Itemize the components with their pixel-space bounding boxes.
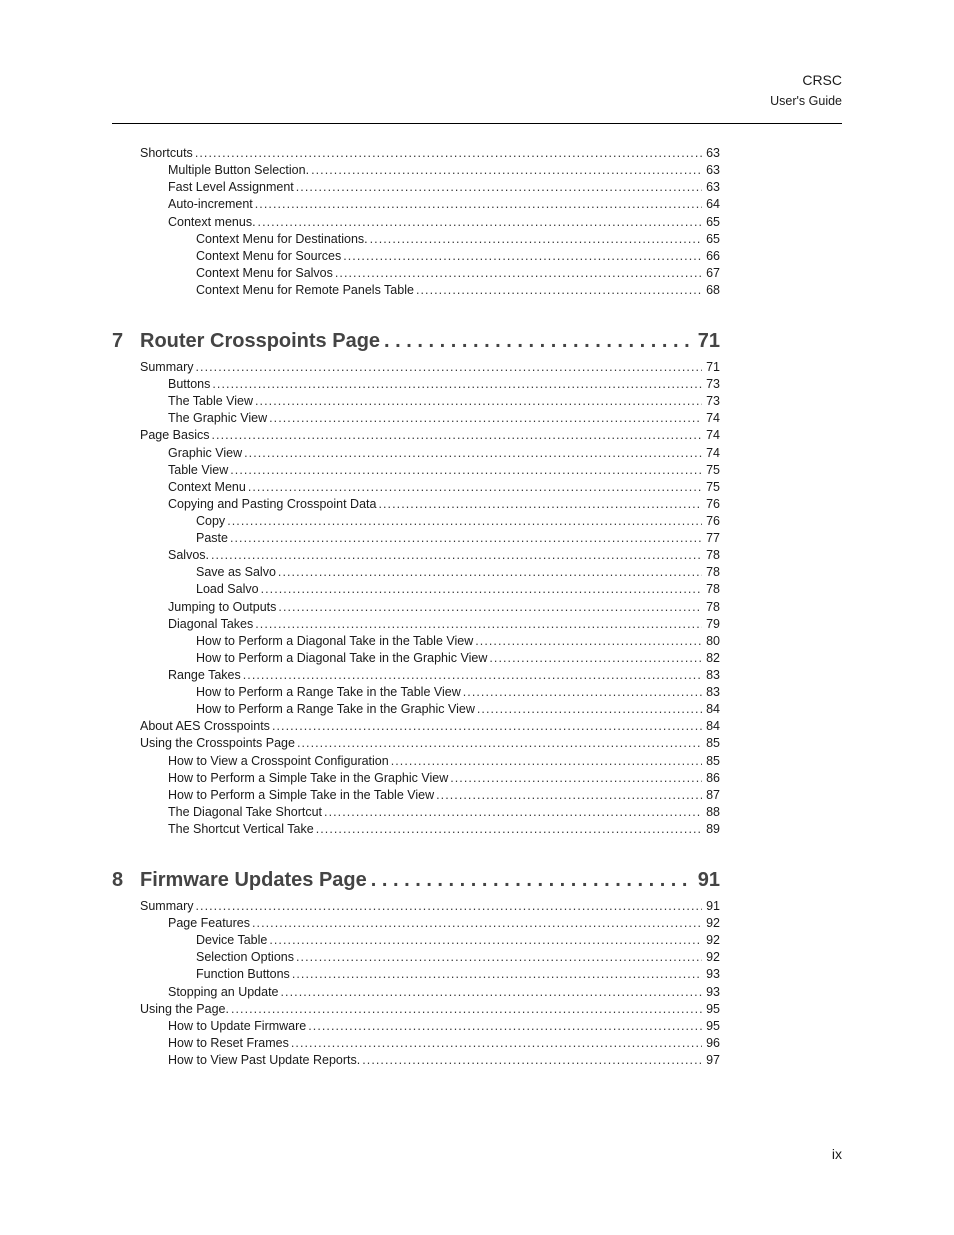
toc-entry[interactable]: [196, 513, 720, 529]
toc-entry-title: Auto-increment: [168, 197, 253, 211]
toc-entry-title: Graphic View: [168, 446, 243, 460]
toc-entry-page: 85: [706, 754, 720, 768]
toc-entry[interactable]: [168, 479, 720, 495]
toc-entry-title: How to View Past Update Reports.: [168, 1053, 361, 1067]
dot-leader: [362, 1052, 702, 1068]
toc-entry-page: 96: [706, 1036, 720, 1050]
toc-entry-page: 78: [706, 548, 720, 562]
toc-entry-title: How to Reset Frames: [168, 1036, 289, 1050]
toc-entry[interactable]: [168, 179, 720, 195]
toc-entry[interactable]: [196, 564, 720, 580]
toc-entry-page: 79: [706, 617, 720, 631]
toc-entry-page: 83: [706, 685, 720, 699]
toc-entry-page: 82: [706, 651, 720, 665]
chapter-heading[interactable]: [112, 329, 720, 353]
dot-leader: [255, 393, 702, 409]
toc-entry[interactable]: [168, 1035, 720, 1051]
toc-entry-page: 88: [706, 805, 720, 819]
toc-entry-page: 87: [706, 788, 720, 802]
dot-leader: [292, 966, 702, 982]
toc-entry-page: 91: [706, 899, 720, 913]
toc-entry[interactable]: [168, 196, 720, 212]
dot-leader: [212, 376, 702, 392]
toc-entry[interactable]: [168, 376, 720, 392]
toc-entry[interactable]: [196, 248, 720, 264]
toc-entry[interactable]: [140, 718, 720, 734]
dot-leader: [258, 214, 702, 230]
toc-entry-title: Save as Salvo: [196, 565, 276, 579]
dot-leader: [243, 667, 702, 683]
dot-leader: [370, 231, 702, 247]
toc-entry-title: How to Update Firmware: [168, 1019, 307, 1033]
toc-entry[interactable]: [168, 410, 720, 426]
toc-entry-page: 84: [706, 702, 720, 716]
toc-entry-page: 97: [706, 1053, 720, 1067]
toc-entry-title: Buttons: [168, 377, 211, 391]
dot-leader: [384, 329, 694, 353]
toc-entry[interactable]: [196, 633, 720, 649]
toc-entry-page: 68: [706, 283, 720, 297]
toc-entry-title: Context Menu for Salvos: [196, 266, 333, 280]
toc-entry-page: 78: [706, 582, 720, 596]
toc-entry-page: 74: [706, 446, 720, 460]
dot-leader: [391, 753, 702, 769]
toc-entry[interactable]: [140, 359, 720, 375]
toc-entry-title: Copying and Pasting Crosspoint Data: [168, 497, 377, 511]
toc-entry-title: Using the Crosspoints Page: [140, 736, 295, 750]
toc-entry-page: 84: [706, 719, 720, 733]
dot-leader: [324, 804, 702, 820]
toc-entry-title: Salvos.: [168, 548, 209, 562]
toc-entry-page: 63: [706, 180, 720, 194]
toc-entry-title: Selection Options: [196, 950, 294, 964]
toc-entry-title: Jumping to Outputs: [168, 600, 277, 614]
chapter-number: 8: [112, 869, 124, 891]
toc-entry-title: Multiple Button Selection.: [168, 163, 310, 177]
dot-leader: [230, 462, 702, 478]
dot-leader: [436, 787, 702, 803]
toc-entry-page: 89: [706, 822, 720, 836]
guide-name: User's Guide: [770, 94, 842, 108]
dot-leader: [296, 949, 702, 965]
toc-entry[interactable]: [168, 804, 720, 820]
dot-leader: [269, 410, 702, 426]
toc-entry-title: Table View: [168, 463, 229, 477]
toc-entry[interactable]: [196, 966, 720, 982]
toc-entry-title: How to Perform a Simple Take in the Graphic View: [168, 771, 449, 785]
dot-leader: [335, 265, 702, 281]
toc-entry-page: 92: [706, 950, 720, 964]
toc-entry-title: Page Features: [168, 916, 250, 930]
toc-entry-title: Fast Level Assignment: [168, 180, 294, 194]
toc-entry[interactable]: [196, 684, 720, 700]
dot-leader: [255, 616, 702, 632]
toc-entry[interactable]: [168, 393, 720, 409]
toc-entry-title: The Table View: [168, 394, 254, 408]
dot-leader: [278, 599, 702, 615]
dot-leader: [343, 248, 702, 264]
dot-leader: [489, 650, 702, 666]
dot-leader: [311, 162, 702, 178]
toc-entry-page: 74: [706, 428, 720, 442]
toc-entry[interactable]: [140, 427, 720, 443]
dot-leader: [416, 282, 702, 298]
toc-entry-page: 64: [706, 197, 720, 211]
dot-leader: [477, 701, 702, 717]
toc-entry-page: 63: [706, 146, 720, 160]
dot-leader: [230, 530, 702, 546]
toc-entry-title: Summary: [140, 899, 194, 913]
dot-leader: [255, 196, 702, 212]
toc-entry[interactable]: [196, 932, 720, 948]
toc-entry[interactable]: [168, 821, 720, 837]
toc-entry-title: Context Menu for Destinations.: [196, 232, 368, 246]
toc-entry-title: Shortcuts: [140, 146, 193, 160]
dot-leader: [291, 1035, 702, 1051]
toc-entry-page: 92: [706, 916, 720, 930]
toc-entry-title: How to Perform a Range Take in the Graphic View: [196, 702, 475, 716]
toc-entry[interactable]: [196, 581, 720, 597]
toc-entry-page: 85: [706, 736, 720, 750]
dot-leader: [378, 496, 702, 512]
page-number: ix: [831, 1146, 842, 1162]
toc-entry[interactable]: [196, 231, 720, 247]
dot-leader: [297, 735, 702, 751]
toc-entry-title: Range Takes: [168, 668, 241, 682]
toc-entry[interactable]: [168, 162, 720, 178]
toc-entry[interactable]: [196, 650, 720, 666]
toc-entry-title: Diagonal Takes: [168, 617, 254, 631]
dot-leader: [195, 145, 702, 161]
toc-entry[interactable]: [140, 145, 720, 161]
toc-entry[interactable]: [168, 547, 720, 563]
toc-entry-page: 95: [706, 1002, 720, 1016]
toc-entry-title: Context Menu: [168, 480, 246, 494]
toc-entry-page: 83: [706, 668, 720, 682]
toc-entry-title: Summary: [140, 360, 194, 374]
toc-entry[interactable]: [168, 1018, 720, 1034]
toc-entry[interactable]: [168, 616, 720, 632]
dot-leader: [252, 915, 702, 931]
toc-entry-page: 80: [706, 634, 720, 648]
toc-entry-page: 75: [706, 463, 720, 477]
toc-entry[interactable]: [196, 282, 720, 298]
toc-entry-page: 63: [706, 163, 720, 177]
toc-entry-title: Using the Page.: [140, 1002, 229, 1016]
toc-entry[interactable]: [168, 915, 720, 931]
toc-entry-title: Context Menu for Remote Panels Table: [196, 283, 414, 297]
toc-entry-page: 92: [706, 933, 720, 947]
toc-entry-title: Context Menu for Sources: [196, 249, 342, 263]
toc-entry-page: 75: [706, 480, 720, 494]
dot-leader: [261, 581, 702, 597]
toc-entry-page: 76: [706, 514, 720, 528]
toc-entry-page: 93: [706, 985, 720, 999]
dot-leader: [211, 427, 702, 443]
toc-entry[interactable]: [168, 667, 720, 683]
dot-leader: [475, 633, 702, 649]
toc-entry-page: 86: [706, 771, 720, 785]
page-header: [770, 71, 842, 110]
toc-entry-page: 67: [706, 266, 720, 280]
toc-entry-title: Context menus.: [168, 215, 256, 229]
toc-entry-page: 65: [706, 232, 720, 246]
dot-leader: [272, 718, 702, 734]
dot-leader: [308, 1018, 702, 1034]
toc-entry[interactable]: [168, 599, 720, 615]
toc-entry-title: Page Basics: [140, 428, 210, 442]
toc-entry[interactable]: [196, 265, 720, 281]
toc-entry-title: How to Perform a Diagonal Take in the Graphic View: [196, 651, 488, 665]
toc-entry-page: 74: [706, 411, 720, 425]
toc-entry-title: The Shortcut Vertical Take: [168, 822, 314, 836]
toc-entry[interactable]: [168, 462, 720, 478]
toc-entry[interactable]: [168, 214, 720, 230]
toc-entry[interactable]: [140, 898, 720, 914]
toc-entry-title: Copy: [196, 514, 226, 528]
chapter-page: 91: [697, 869, 720, 891]
toc-entry-title: Device Table: [196, 933, 268, 947]
dot-leader: [248, 479, 702, 495]
dot-leader: [450, 770, 702, 786]
dot-leader: [269, 932, 702, 948]
toc-entry-title: Stopping an Update: [168, 985, 279, 999]
product-name: CRSC: [802, 72, 842, 88]
toc-entry[interactable]: [168, 770, 720, 786]
dot-leader: [211, 547, 702, 563]
toc-entry-title: Paste: [196, 531, 228, 545]
toc-entry-page: 78: [706, 600, 720, 614]
toc-entry-page: 93: [706, 967, 720, 981]
toc-entry[interactable]: [196, 949, 720, 965]
dot-leader: [296, 179, 702, 195]
toc-entry-title: The Diagonal Take Shortcut: [168, 805, 323, 819]
dot-leader: [278, 564, 702, 580]
toc-entry-page: 71: [706, 360, 720, 374]
dot-leader: [231, 1001, 702, 1017]
toc-entry-title: The Graphic View: [168, 411, 268, 425]
toc-entry-page: 66: [706, 249, 720, 263]
toc-entry-title: How to Perform a Range Take in the Table View: [196, 685, 461, 699]
toc-entry-page: 76: [706, 497, 720, 511]
chapter-title: Router Crosspoints Page: [140, 330, 381, 352]
chapter-page: 71: [697, 330, 720, 352]
toc-entry[interactable]: [168, 984, 720, 1000]
toc-entry-title: About AES Crosspoints: [140, 719, 270, 733]
toc-entry[interactable]: [140, 735, 720, 751]
header-rule: [112, 123, 842, 124]
dot-leader: [316, 821, 702, 837]
toc-entry[interactable]: [168, 496, 720, 512]
chapter-title: Firmware Updates Page: [140, 869, 367, 891]
toc-entry-title: How to View a Crosspoint Configuration: [168, 754, 389, 768]
toc-entry-page: 78: [706, 565, 720, 579]
toc-entry-title: Load Salvo: [196, 582, 259, 596]
toc-entry-page: 73: [706, 377, 720, 391]
toc-entry-title: Function Buttons: [196, 967, 290, 981]
toc-entry-page: 95: [706, 1019, 720, 1033]
toc-entry[interactable]: [168, 753, 720, 769]
toc-entry[interactable]: [168, 1052, 720, 1068]
chapter-heading[interactable]: [112, 868, 720, 892]
toc-entry-title: How to Perform a Diagonal Take in the Table View: [196, 634, 474, 648]
toc-entry-page: 77: [706, 531, 720, 545]
dot-leader: [195, 898, 702, 914]
dot-leader: [227, 513, 702, 529]
toc-entry[interactable]: [140, 1001, 720, 1017]
toc-entry-page: 65: [706, 215, 720, 229]
toc-entry-title: How to Perform a Simple Take in the Table View: [168, 788, 435, 802]
toc-entry[interactable]: [168, 445, 720, 461]
toc-entry[interactable]: [168, 787, 720, 803]
dot-leader: [371, 868, 694, 892]
dot-leader: [281, 984, 702, 1000]
dot-leader: [195, 359, 702, 375]
toc-entry[interactable]: [196, 530, 720, 546]
chapter-number: 7: [112, 330, 124, 352]
toc-entry-page: 73: [706, 394, 720, 408]
dot-leader: [244, 445, 702, 461]
toc-entry[interactable]: [196, 701, 720, 717]
dot-leader: [463, 684, 702, 700]
